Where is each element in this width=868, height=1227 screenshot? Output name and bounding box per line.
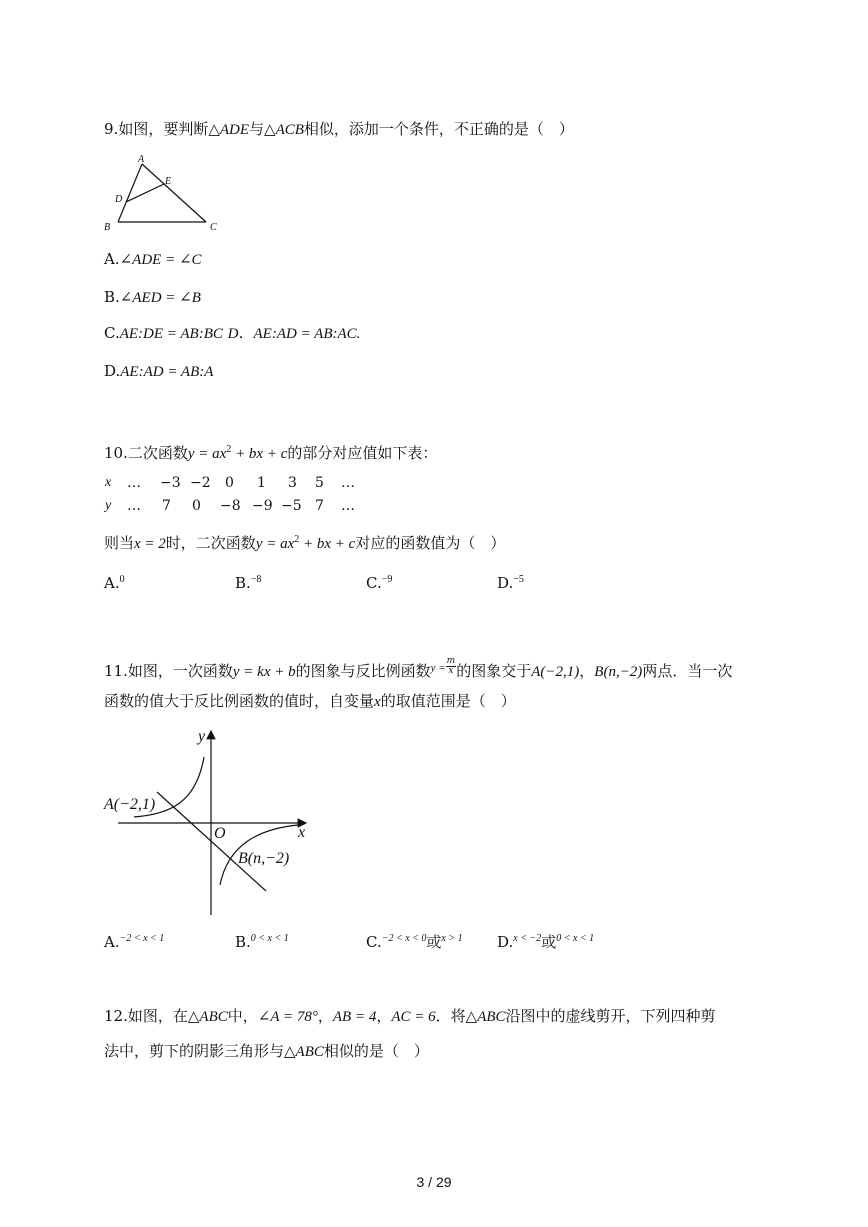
q12-line2-text-1: 法中，剪下的阴影三角形与 — [104, 1042, 285, 1060]
q10-option-c-label: C. — [366, 574, 382, 592]
q10-y-cell-0: y — [105, 498, 112, 513]
q9-label-a: A — [138, 154, 145, 165]
q11-origin-label: O — [214, 825, 226, 842]
q11-graph — [100, 725, 320, 920]
q11-y-axis-label: y — [198, 728, 206, 745]
q10-ask-text-2: 时，二次函数 — [165, 534, 256, 552]
q10-stem-text-1: 二次函数 — [127, 444, 188, 462]
q10-option-b[interactable] — [235, 573, 261, 593]
q11-option-c-or: 或 — [426, 933, 442, 951]
q10-ask-exponent: 2 — [294, 534, 300, 545]
q11-option-d-label: D. — [497, 933, 514, 951]
q10-function-rest: + bx + c — [231, 446, 288, 462]
q10-y-cell-8: … — [341, 498, 355, 514]
q11-option-a[interactable] — [104, 932, 164, 952]
q10-question — [104, 533, 505, 554]
q10-y-cell-3: 0 — [192, 498, 201, 514]
q9-stem-text-3: 相似，添加一个条件，不正确的是（ ） — [303, 120, 574, 138]
q9-segment-ac — [142, 164, 206, 222]
q10-ask-condition: x = 2 — [134, 536, 166, 552]
q9-option-e-text: AE:AD = AB:A — [120, 364, 214, 380]
q9-option-c-label: C. — [104, 324, 120, 342]
q10-option-b-value: −8 — [250, 574, 262, 585]
q11-stem-text-3: 的图象交于 — [456, 662, 532, 680]
q12-stem-text-1: 如图，在 — [127, 1007, 188, 1025]
q12-triangle: △ABC — [187, 1009, 228, 1025]
q9-option-a[interactable] — [104, 249, 202, 270]
q9-label-d: D — [115, 194, 123, 205]
q11-option-b-label: B. — [235, 933, 251, 951]
q10-number: 10. — [104, 444, 128, 462]
q10-option-c-value: −9 — [381, 574, 393, 585]
page-number: 3 / 29 — [416, 1174, 452, 1190]
q11-graph-point-a-label: A(−2,1) — [104, 796, 156, 813]
q9-option-c[interactable] — [104, 323, 360, 344]
q11-option-d-value-1: x < −2 — [513, 933, 542, 944]
q11-line2-text-2: 的取值范围是（ ） — [380, 692, 516, 710]
q10-x-cell-3: −2 — [190, 475, 211, 491]
q10-ask-text-3: 对应的函数值为（ ） — [355, 534, 506, 552]
q11-point-b: B(n,−2) — [594, 664, 643, 680]
q11-fraction-numerator: m — [446, 656, 456, 666]
q9-number: 9. — [104, 120, 119, 138]
q10-stem — [104, 443, 437, 464]
q11-option-d-value-2: 0 < x < 1 — [556, 933, 595, 944]
q11-option-d-or: 或 — [541, 933, 557, 951]
q10-option-b-label: B. — [235, 574, 251, 592]
q9-stem-text-1: 如图，要判断 — [118, 120, 209, 138]
q11-stem-text-2: 的图象与反比例函数 — [295, 662, 431, 680]
q9-triangle-2: △ACB — [264, 122, 304, 138]
q10-y-cell-4: −8 — [220, 498, 241, 514]
q10-x-cell-0: x — [105, 475, 112, 490]
q11-x-axis-label: x — [298, 824, 306, 841]
q11-option-b[interactable] — [235, 932, 289, 952]
q12-length-ab: AB = 4 — [332, 1009, 377, 1025]
q10-y-cell-2: 7 — [162, 498, 171, 514]
q10-ask-function: y = ax — [255, 536, 295, 552]
q10-option-a[interactable] — [104, 573, 125, 593]
q11-reciprocal-fraction — [446, 657, 457, 676]
q9-segment-ab — [118, 164, 142, 222]
q9-stem — [104, 119, 574, 140]
q10-ask-function-rest: + bx + c — [299, 536, 356, 552]
q9-option-a-label: A. — [104, 250, 120, 268]
q12-stem-text-4: 沿图中的虚线剪开，下列四种剪 — [505, 1007, 716, 1025]
q10-y-cell-6: −5 — [281, 498, 302, 514]
q10-y-cell-1: … — [127, 498, 141, 514]
q12-stem — [104, 1006, 716, 1027]
q12-stem-line-2 — [104, 1041, 429, 1062]
q10-function-exponent: 2 — [226, 444, 232, 455]
q12-angle: ∠A = 78° — [257, 1009, 318, 1025]
q9-triangle-1: △ADE — [208, 122, 250, 138]
q10-option-d-label: D. — [497, 574, 514, 592]
q10-option-c[interactable] — [366, 573, 392, 593]
q10-x-cell-7: 5 — [315, 475, 324, 491]
q9-stem-text-2: 与 — [249, 120, 265, 138]
q10-option-d-value: −5 — [513, 574, 524, 585]
q10-x-cell-4: 0 — [225, 475, 234, 491]
q12-triangle-2: △ABC — [465, 1009, 506, 1025]
q11-option-c-value-2: x > 1 — [441, 933, 463, 944]
q10-ask-text-1: 则当 — [104, 534, 135, 552]
q10-x-cell-6: 3 — [288, 475, 297, 491]
q11-stem-text-1: 如图，一次函数 — [127, 662, 233, 680]
q10-x-cell-5: 1 — [257, 475, 266, 491]
q11-point-a: A(−2,1) — [531, 664, 580, 680]
q9-option-d-label: D． — [227, 326, 254, 342]
q9-option-c-text: AE:DE = AB:BC — [119, 326, 223, 342]
q12-separator-2: ， — [376, 1007, 392, 1025]
q9-segment-de — [126, 184, 164, 202]
q9-option-e[interactable] — [104, 361, 213, 382]
q11-linear-function: y = kx + b — [232, 664, 296, 680]
q9-option-b-text: ∠AED = ∠B — [119, 290, 201, 306]
q11-number: 11. — [104, 662, 128, 680]
q12-stem-text-3: ．将 — [435, 1007, 466, 1025]
q11-line2-text-1: 函数的值大于反比例函数的值时，自变量 — [104, 692, 375, 710]
q11-option-c-label: C. — [366, 933, 382, 951]
q9-option-d-text: AE:AD = AB:AC. — [253, 326, 361, 342]
q11-stem-text-4: 两点．当一次 — [642, 662, 733, 680]
q12-triangle-3: △ABC — [284, 1044, 324, 1060]
q11-stem — [104, 657, 732, 682]
q11-option-a-value: −2 < x < 1 — [119, 933, 165, 944]
q10-option-a-label: A. — [104, 574, 120, 592]
q11-stem-line-2 — [104, 691, 516, 712]
q9-option-b-label: B. — [104, 288, 120, 306]
q9-label-e: E — [165, 176, 172, 187]
q10-option-d[interactable] — [497, 573, 524, 593]
q9-option-b[interactable] — [104, 287, 201, 308]
q12-number: 12. — [104, 1007, 128, 1025]
q10-x-cell-1: … — [127, 475, 141, 491]
q11-option-c-value-1: −2 < x < 0 — [381, 933, 427, 944]
q11-option-a-label: A. — [104, 933, 120, 951]
q12-stem-text-2: 中， — [227, 1007, 258, 1025]
q9-option-e-label: D. — [104, 362, 121, 380]
q11-fraction-denominator: x — [448, 666, 454, 676]
q11-option-b-value: 0 < x < 1 — [250, 933, 289, 944]
q11-option-c[interactable] — [366, 932, 463, 952]
q11-graph-point-b-label: B(n,−2) — [238, 850, 290, 867]
q10-y-cell-7: 7 — [315, 498, 324, 514]
q11-option-d[interactable] — [497, 932, 594, 952]
q10-y-cell-5: −9 — [252, 498, 273, 514]
q12-length-ac: AC = 6 — [391, 1009, 436, 1025]
q10-x-cell-8: … — [341, 475, 355, 491]
q9-triangle-figure — [100, 152, 230, 236]
q12-line2-text-2: 相似的是（ ） — [323, 1042, 429, 1060]
q9-label-c: C — [210, 222, 217, 233]
q10-stem-text-2: 的部分对应值如下表： — [287, 444, 438, 462]
q11-variable: x — [374, 694, 381, 710]
q9-label-b: B — [104, 222, 111, 233]
q9-option-a-text: ∠ADE = ∠C — [119, 252, 202, 268]
q11-reciprocal-y: y = — [430, 662, 446, 674]
q11-comma: ， — [579, 662, 595, 680]
q10-function: y = ax — [187, 446, 227, 462]
q10-option-a-value: 0 — [119, 574, 125, 585]
q10-x-cell-2: −3 — [160, 475, 181, 491]
q12-separator-1: ， — [317, 1007, 333, 1025]
